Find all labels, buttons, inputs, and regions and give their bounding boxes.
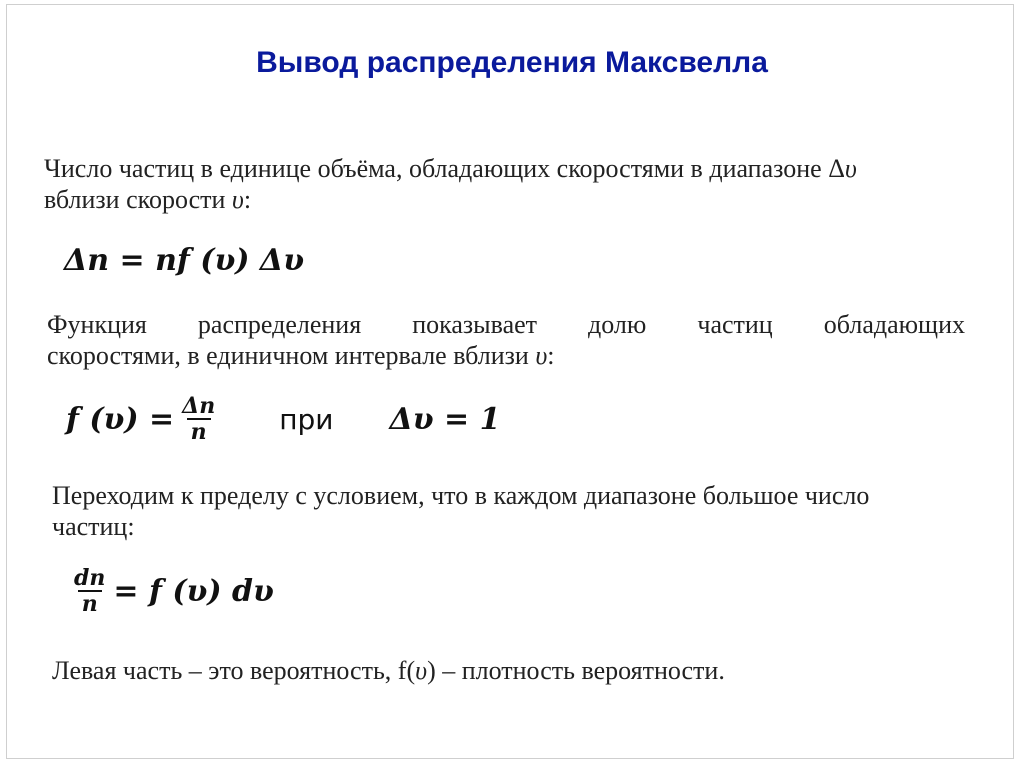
condition-word: при bbox=[279, 402, 334, 436]
text: ) – плотность вероятности. bbox=[427, 656, 725, 685]
text: Левая часть – это вероятность, f( bbox=[52, 656, 416, 685]
fraction bbox=[72, 566, 107, 616]
velocity-symbol: υ bbox=[535, 341, 548, 370]
slide-title: Вывод распределения Максвелла bbox=[256, 46, 768, 79]
paragraph-line: Переходим к пределу с условием, что в каждом диапазоне большое число bbox=[52, 481, 870, 510]
text: вблизи скорости bbox=[44, 185, 232, 214]
text: Число частиц в единице объёма, обладающих скоростями в диапазоне Δ bbox=[44, 154, 845, 183]
word: частиц bbox=[697, 310, 773, 339]
velocity-symbol: υ bbox=[415, 656, 428, 685]
paragraph-line bbox=[44, 184, 984, 215]
velocity-symbol: υ bbox=[844, 154, 857, 183]
slide-frame bbox=[6, 4, 1014, 759]
word: Функция bbox=[47, 310, 147, 339]
condition-equation: Δυ = 1 bbox=[389, 401, 501, 437]
paragraph-line-justified bbox=[47, 309, 965, 340]
text: : bbox=[243, 185, 252, 214]
word: показывает bbox=[412, 310, 538, 339]
paragraph-distribution-function bbox=[47, 309, 965, 371]
paragraph-line: частиц: bbox=[52, 512, 135, 541]
paragraph-particle-count bbox=[44, 153, 984, 215]
paragraph-line bbox=[44, 153, 984, 184]
paragraph-probability bbox=[52, 655, 992, 686]
word: долю bbox=[588, 310, 647, 339]
paragraph-line bbox=[47, 340, 965, 371]
equation-distribution-definition bbox=[66, 388, 501, 450]
fraction-numerator: Δn bbox=[182, 393, 216, 419]
equation-text: Δn = nf (υ) Δυ bbox=[64, 242, 305, 278]
fraction-denominator: n bbox=[78, 590, 102, 616]
equation-rhs: = f (υ) dυ bbox=[113, 573, 274, 609]
word: распределения bbox=[197, 310, 362, 339]
text: : bbox=[547, 341, 555, 370]
fraction-numerator: dn bbox=[74, 565, 106, 591]
text: скоростями, в единичном интервале вблизи bbox=[47, 341, 536, 370]
equation-lhs: f (υ) = bbox=[66, 401, 175, 437]
velocity-symbol: υ bbox=[231, 185, 244, 214]
equation-delta-n bbox=[64, 238, 304, 282]
equation-differential bbox=[72, 556, 274, 626]
fraction bbox=[180, 394, 217, 444]
paragraph-limit bbox=[52, 480, 992, 542]
word: обладающих bbox=[823, 310, 965, 339]
fraction-denominator: n bbox=[187, 418, 211, 444]
